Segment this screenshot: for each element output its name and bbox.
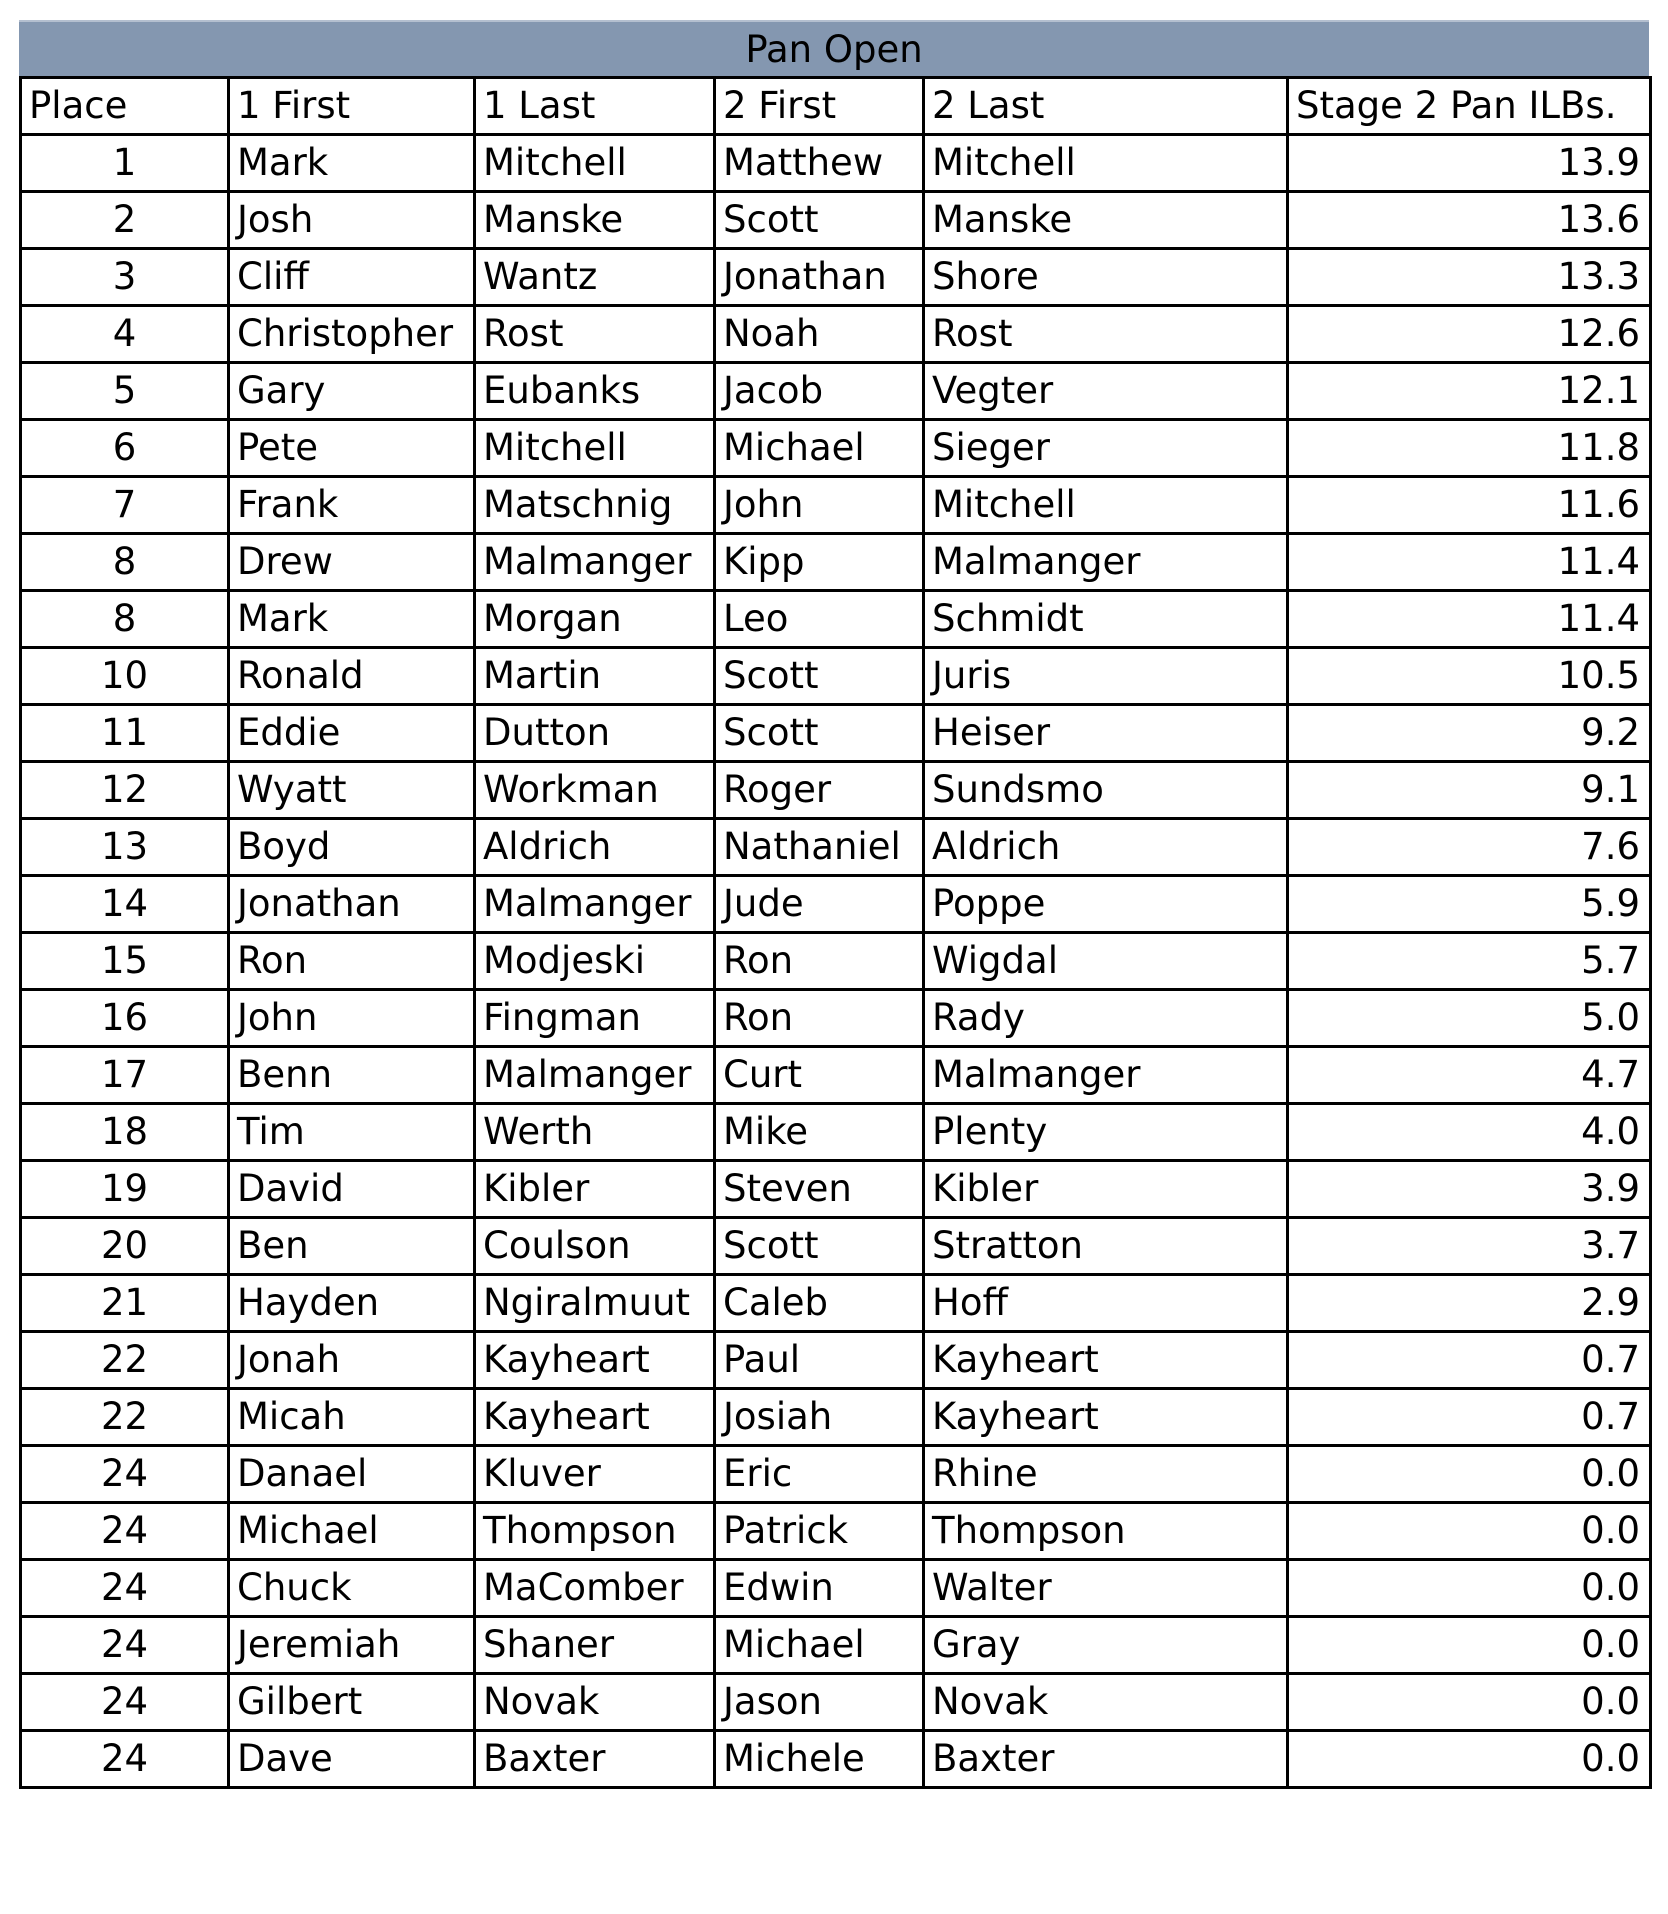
cell-score: 12.1 xyxy=(1288,363,1651,420)
cell-last-1: Baxter xyxy=(475,1731,715,1788)
table-row xyxy=(21,591,1651,648)
cell-first-1: Tim xyxy=(229,1104,475,1161)
table-row xyxy=(21,1560,1651,1617)
cell-place: 21 xyxy=(21,1275,229,1332)
cell-last-2: Heiser xyxy=(924,705,1288,762)
table-row xyxy=(21,1446,1651,1503)
cell-last-1: Aldrich xyxy=(475,819,715,876)
cell-score: 0.0 xyxy=(1288,1503,1651,1560)
cell-place: 4 xyxy=(21,306,229,363)
cell-score: 0.7 xyxy=(1288,1389,1651,1446)
cell-last-2: Kayheart xyxy=(924,1389,1288,1446)
table-row xyxy=(21,1332,1651,1389)
cell-last-2: Walter xyxy=(924,1560,1288,1617)
cell-last-2: Mitchell xyxy=(924,477,1288,534)
cell-last-1: Workman xyxy=(475,762,715,819)
cell-score: 11.4 xyxy=(1288,591,1651,648)
table-row xyxy=(21,1161,1651,1218)
table-row xyxy=(21,876,1651,933)
cell-first-1: Pete xyxy=(229,420,475,477)
cell-first-2: Jacob xyxy=(715,363,924,420)
cell-score: 5.0 xyxy=(1288,990,1651,1047)
cell-last-1: Thompson xyxy=(475,1503,715,1560)
cell-last-2: Poppe xyxy=(924,876,1288,933)
header-last-2: 2 Last xyxy=(924,78,1288,135)
cell-first-2: Nathaniel xyxy=(715,819,924,876)
table-row xyxy=(21,1275,1651,1332)
cell-last-1: Dutton xyxy=(475,705,715,762)
cell-first-2: Mike xyxy=(715,1104,924,1161)
results-table xyxy=(19,76,1652,1789)
cell-first-1: Michael xyxy=(229,1503,475,1560)
cell-first-1: Boyd xyxy=(229,819,475,876)
table-row xyxy=(21,1617,1651,1674)
cell-place: 12 xyxy=(21,762,229,819)
cell-first-2: Steven xyxy=(715,1161,924,1218)
cell-first-1: Micah xyxy=(229,1389,475,1446)
table-row xyxy=(21,762,1651,819)
cell-score: 0.0 xyxy=(1288,1731,1651,1788)
cell-last-1: Kayheart xyxy=(475,1389,715,1446)
cell-first-1: Josh xyxy=(229,192,475,249)
cell-first-2: Scott xyxy=(715,1218,924,1275)
table-row xyxy=(21,420,1651,477)
cell-place: 6 xyxy=(21,420,229,477)
cell-place: 15 xyxy=(21,933,229,990)
table-row xyxy=(21,1218,1651,1275)
table-row xyxy=(21,990,1651,1047)
cell-last-2: Sieger xyxy=(924,420,1288,477)
cell-last-1: Werth xyxy=(475,1104,715,1161)
cell-last-2: Malmanger xyxy=(924,534,1288,591)
cell-first-2: Patrick xyxy=(715,1503,924,1560)
cell-first-1: Chuck xyxy=(229,1560,475,1617)
cell-score: 2.9 xyxy=(1288,1275,1651,1332)
cell-first-2: Eric xyxy=(715,1446,924,1503)
cell-last-2: Schmidt xyxy=(924,591,1288,648)
cell-first-2: Michele xyxy=(715,1731,924,1788)
cell-last-1: MaComber xyxy=(475,1560,715,1617)
cell-last-1: Modjeski xyxy=(475,933,715,990)
cell-place: 19 xyxy=(21,1161,229,1218)
cell-first-1: Jeremiah xyxy=(229,1617,475,1674)
cell-place: 14 xyxy=(21,876,229,933)
cell-first-2: Scott xyxy=(715,192,924,249)
cell-first-2: Michael xyxy=(715,1617,924,1674)
table-row xyxy=(21,1104,1651,1161)
table-row xyxy=(21,534,1651,591)
cell-first-1: Ben xyxy=(229,1218,475,1275)
cell-first-1: Mark xyxy=(229,135,475,192)
table-row xyxy=(21,1503,1651,1560)
cell-last-1: Ngiralmuut xyxy=(475,1275,715,1332)
cell-score: 11.8 xyxy=(1288,420,1651,477)
cell-score: 7.6 xyxy=(1288,819,1651,876)
cell-score: 0.7 xyxy=(1288,1332,1651,1389)
cell-last-1: Morgan xyxy=(475,591,715,648)
table-row xyxy=(21,249,1651,306)
cell-first-2: Roger xyxy=(715,762,924,819)
cell-last-1: Matschnig xyxy=(475,477,715,534)
cell-score: 9.2 xyxy=(1288,705,1651,762)
cell-place: 1 xyxy=(21,135,229,192)
table-row xyxy=(21,1047,1651,1104)
cell-last-1: Mitchell xyxy=(475,420,715,477)
cell-place: 24 xyxy=(21,1674,229,1731)
cell-place: 20 xyxy=(21,1218,229,1275)
cell-first-2: John xyxy=(715,477,924,534)
table-row xyxy=(21,1389,1651,1446)
table-row xyxy=(21,705,1651,762)
cell-score: 5.7 xyxy=(1288,933,1651,990)
results-body xyxy=(21,135,1651,1788)
cell-last-1: Mitchell xyxy=(475,135,715,192)
cell-last-2: Aldrich xyxy=(924,819,1288,876)
cell-last-2: Sundsmo xyxy=(924,762,1288,819)
cell-last-2: Plenty xyxy=(924,1104,1288,1161)
cell-first-2: Noah xyxy=(715,306,924,363)
cell-first-2: Scott xyxy=(715,648,924,705)
cell-last-2: Malmanger xyxy=(924,1047,1288,1104)
cell-last-2: Wigdal xyxy=(924,933,1288,990)
cell-score: 11.6 xyxy=(1288,477,1651,534)
cell-place: 11 xyxy=(21,705,229,762)
cell-first-1: Eddie xyxy=(229,705,475,762)
cell-first-1: Frank xyxy=(229,477,475,534)
cell-last-1: Novak xyxy=(475,1674,715,1731)
cell-last-2: Rady xyxy=(924,990,1288,1047)
header-first-1: 1 First xyxy=(229,78,475,135)
table-row xyxy=(21,1674,1651,1731)
cell-first-1: Hayden xyxy=(229,1275,475,1332)
cell-first-2: Leo xyxy=(715,591,924,648)
cell-score: 0.0 xyxy=(1288,1560,1651,1617)
cell-place: 5 xyxy=(21,363,229,420)
cell-place: 13 xyxy=(21,819,229,876)
cell-last-2: Kayheart xyxy=(924,1332,1288,1389)
cell-place: 8 xyxy=(21,591,229,648)
cell-first-1: Gary xyxy=(229,363,475,420)
table-row xyxy=(21,1731,1651,1788)
cell-score: 13.3 xyxy=(1288,249,1651,306)
cell-first-1: Jonah xyxy=(229,1332,475,1389)
cell-place: 24 xyxy=(21,1503,229,1560)
cell-last-2: Rost xyxy=(924,306,1288,363)
cell-first-2: Paul xyxy=(715,1332,924,1389)
cell-last-1: Rost xyxy=(475,306,715,363)
cell-first-2: Jonathan xyxy=(715,249,924,306)
cell-first-1: Mark xyxy=(229,591,475,648)
cell-score: 5.9 xyxy=(1288,876,1651,933)
cell-first-1: Gilbert xyxy=(229,1674,475,1731)
cell-place: 3 xyxy=(21,249,229,306)
cell-last-2: Shore xyxy=(924,249,1288,306)
cell-place: 22 xyxy=(21,1389,229,1446)
cell-score: 0.0 xyxy=(1288,1617,1651,1674)
cell-score: 3.7 xyxy=(1288,1218,1651,1275)
cell-score: 4.7 xyxy=(1288,1047,1651,1104)
cell-last-2: Juris xyxy=(924,648,1288,705)
cell-last-1: Malmanger xyxy=(475,876,715,933)
cell-place: 10 xyxy=(21,648,229,705)
header-score: Stage 2 Pan ILBs. xyxy=(1288,78,1651,135)
cell-last-1: Malmanger xyxy=(475,534,715,591)
cell-last-2: Mitchell xyxy=(924,135,1288,192)
cell-place: 24 xyxy=(21,1446,229,1503)
cell-score: 11.4 xyxy=(1288,534,1651,591)
table-row xyxy=(21,306,1651,363)
cell-score: 10.5 xyxy=(1288,648,1651,705)
cell-place: 22 xyxy=(21,1332,229,1389)
cell-first-2: Ron xyxy=(715,933,924,990)
cell-score: 3.9 xyxy=(1288,1161,1651,1218)
results-sheet xyxy=(19,20,1649,1789)
cell-last-1: Wantz xyxy=(475,249,715,306)
cell-last-2: Stratton xyxy=(924,1218,1288,1275)
cell-first-1: Ron xyxy=(229,933,475,990)
table-row xyxy=(21,648,1651,705)
cell-last-2: Gray xyxy=(924,1617,1288,1674)
cell-last-1: Martin xyxy=(475,648,715,705)
cell-first-2: Curt xyxy=(715,1047,924,1104)
cell-last-1: Fingman xyxy=(475,990,715,1047)
cell-first-1: Drew xyxy=(229,534,475,591)
cell-first-1: Jonathan xyxy=(229,876,475,933)
cell-first-1: Ronald xyxy=(229,648,475,705)
cell-score: 0.0 xyxy=(1288,1674,1651,1731)
cell-first-2: Edwin xyxy=(715,1560,924,1617)
cell-last-1: Malmanger xyxy=(475,1047,715,1104)
cell-last-2: Rhine xyxy=(924,1446,1288,1503)
cell-first-1: John xyxy=(229,990,475,1047)
table-row xyxy=(21,135,1651,192)
cell-first-1: Wyatt xyxy=(229,762,475,819)
cell-place: 18 xyxy=(21,1104,229,1161)
cell-first-1: Cliff xyxy=(229,249,475,306)
table-row xyxy=(21,192,1651,249)
cell-first-1: Danael xyxy=(229,1446,475,1503)
table-row xyxy=(21,477,1651,534)
cell-last-1: Kibler xyxy=(475,1161,715,1218)
cell-first-1: David xyxy=(229,1161,475,1218)
cell-place: 7 xyxy=(21,477,229,534)
header-first-2: 2 First xyxy=(715,78,924,135)
cell-place: 24 xyxy=(21,1617,229,1674)
header-row xyxy=(21,78,1651,135)
cell-score: 13.9 xyxy=(1288,135,1651,192)
table-row xyxy=(21,933,1651,990)
cell-last-1: Manske xyxy=(475,192,715,249)
cell-first-1: Dave xyxy=(229,1731,475,1788)
cell-place: 24 xyxy=(21,1731,229,1788)
cell-last-2: Hoff xyxy=(924,1275,1288,1332)
cell-first-2: Jude xyxy=(715,876,924,933)
cell-last-2: Baxter xyxy=(924,1731,1288,1788)
cell-last-2: Thompson xyxy=(924,1503,1288,1560)
cell-score: 0.0 xyxy=(1288,1446,1651,1503)
table-row xyxy=(21,819,1651,876)
cell-place: 8 xyxy=(21,534,229,591)
cell-last-1: Kluver xyxy=(475,1446,715,1503)
cell-last-2: Vegter xyxy=(924,363,1288,420)
cell-first-2: Ron xyxy=(715,990,924,1047)
header-place: Place xyxy=(21,78,229,135)
header-last-1: 1 Last xyxy=(475,78,715,135)
cell-last-2: Kibler xyxy=(924,1161,1288,1218)
cell-first-1: Christopher xyxy=(229,306,475,363)
cell-first-2: Caleb xyxy=(715,1275,924,1332)
cell-first-2: Scott xyxy=(715,705,924,762)
cell-first-2: Josiah xyxy=(715,1389,924,1446)
cell-place: 16 xyxy=(21,990,229,1047)
cell-score: 9.1 xyxy=(1288,762,1651,819)
cell-first-1: Benn xyxy=(229,1047,475,1104)
cell-first-2: Jason xyxy=(715,1674,924,1731)
cell-place: 24 xyxy=(21,1560,229,1617)
cell-place: 2 xyxy=(21,192,229,249)
cell-last-1: Coulson xyxy=(475,1218,715,1275)
cell-score: 13.6 xyxy=(1288,192,1651,249)
cell-score: 12.6 xyxy=(1288,306,1651,363)
cell-first-2: Michael xyxy=(715,420,924,477)
table-row xyxy=(21,363,1651,420)
cell-last-1: Shaner xyxy=(475,1617,715,1674)
cell-score: 4.0 xyxy=(1288,1104,1651,1161)
cell-last-2: Manske xyxy=(924,192,1288,249)
cell-last-2: Novak xyxy=(924,1674,1288,1731)
cell-last-1: Eubanks xyxy=(475,363,715,420)
cell-first-2: Matthew xyxy=(715,135,924,192)
sheet-title: Pan Open xyxy=(19,20,1649,76)
cell-last-1: Kayheart xyxy=(475,1332,715,1389)
cell-place: 17 xyxy=(21,1047,229,1104)
cell-first-2: Kipp xyxy=(715,534,924,591)
